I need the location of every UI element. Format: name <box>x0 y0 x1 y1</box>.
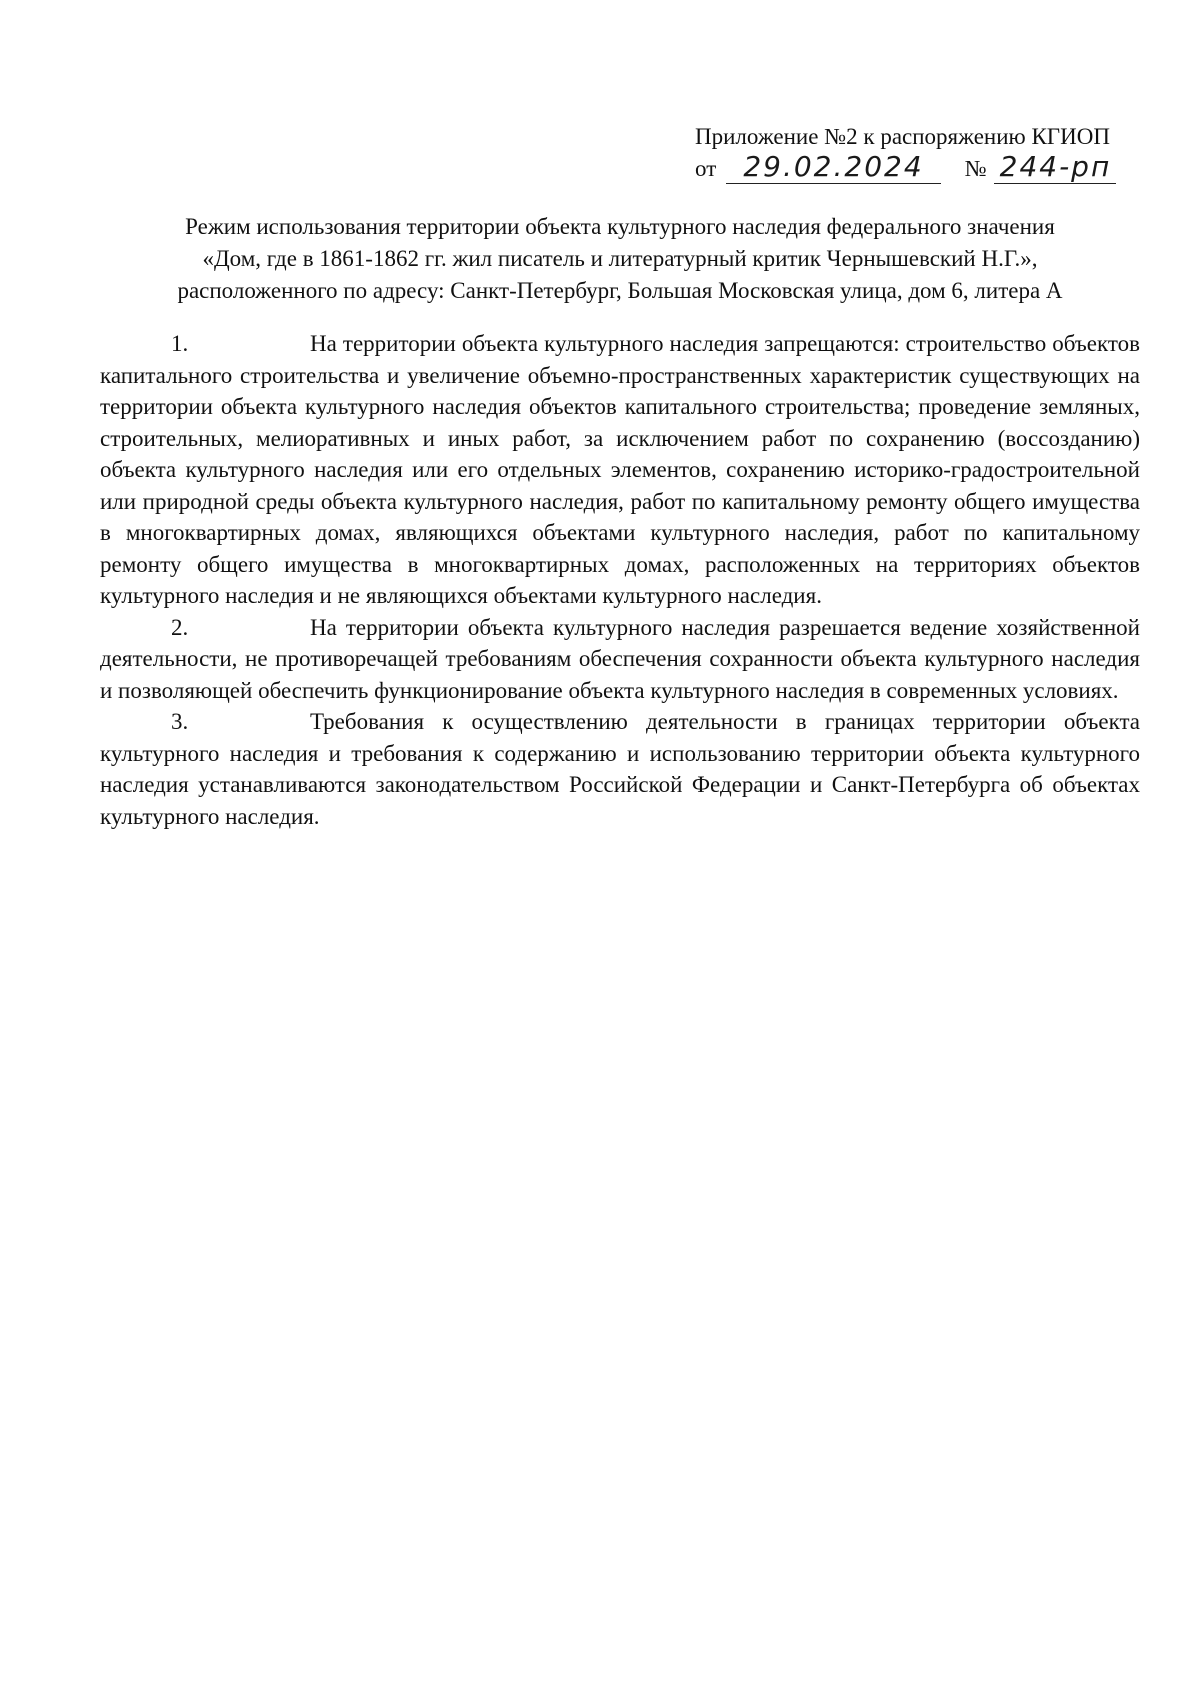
appendix-header <box>695 122 1135 187</box>
paragraph-number: 3. <box>171 709 189 734</box>
paragraph-number: 1. <box>171 331 189 356</box>
paragraph-text: На территории объекта культурного наследия запрещаются: строительство объектов капитального строительства и увеличение объемно-пространственных характеристик существующих на территории объекта культурного наследия объектов капитального строительства; проведение земляных, строительных, мелиоративных и иных работ, за исключением работ по сохранению (воссозданию) объекта культурного наследия или его отдельных элементов, сохранению историко-градостроительной или природной среды объекта культурного наследия, работ по капитальному ремонту общего имущества в многоквартирных домах, являющихся объектами культурного наследия, работ по капитальному ремонту общего имущества в многоквартирных домах, расположенных на территориях объектов культурного наследия и не являющихся объектами культурного наследия. <box>100 331 1140 608</box>
handwritten-number: 244-рп <box>994 153 1116 184</box>
paragraph-text: На территории объекта культурного наследия разрешается ведение хозяйственной деятельности, не противоречащей требованиям обеспечения сохранности объекта культурного наследия и позволяющей обеспечить функционирование объекта культурного наследия в современных условиях. <box>100 614 1140 703</box>
paragraph-3 <box>100 706 1140 832</box>
paragraph-number: 2. <box>171 614 189 640</box>
paragraph-text: Требования к осуществлению деятельности в границах территории объекта культурного наследия и требования к содержанию и использованию территории объекта культурного наследия устанавливаются законодательством Российской Федерации и Санкт-Петербурга об объектах культурного наследия. <box>100 709 1140 829</box>
handwritten-date: 29.02.2024 <box>726 153 941 184</box>
appendix-title: Приложение №2 к распоряжению КГИОП <box>695 124 1110 149</box>
title-line-3: расположенного по адресу: Санкт-Петербург, Большая Московская улица, дом 6, литера А <box>177 278 1063 303</box>
date-prefix: от <box>695 156 717 181</box>
number-prefix: № <box>964 156 987 181</box>
title-line-2: «Дом, где в 1861-1862 гг. жил писатель и литературный критик Чернышевский Н.Г.», <box>202 246 1038 271</box>
document-body <box>100 328 1140 832</box>
document-title <box>100 211 1140 307</box>
appendix-date-number-line <box>695 150 1135 187</box>
paragraph-1 <box>100 328 1140 612</box>
title-line-1: Режим использования территории объекта культурного наследия федерального значения <box>185 214 1055 239</box>
paragraph-2 <box>100 612 1140 707</box>
